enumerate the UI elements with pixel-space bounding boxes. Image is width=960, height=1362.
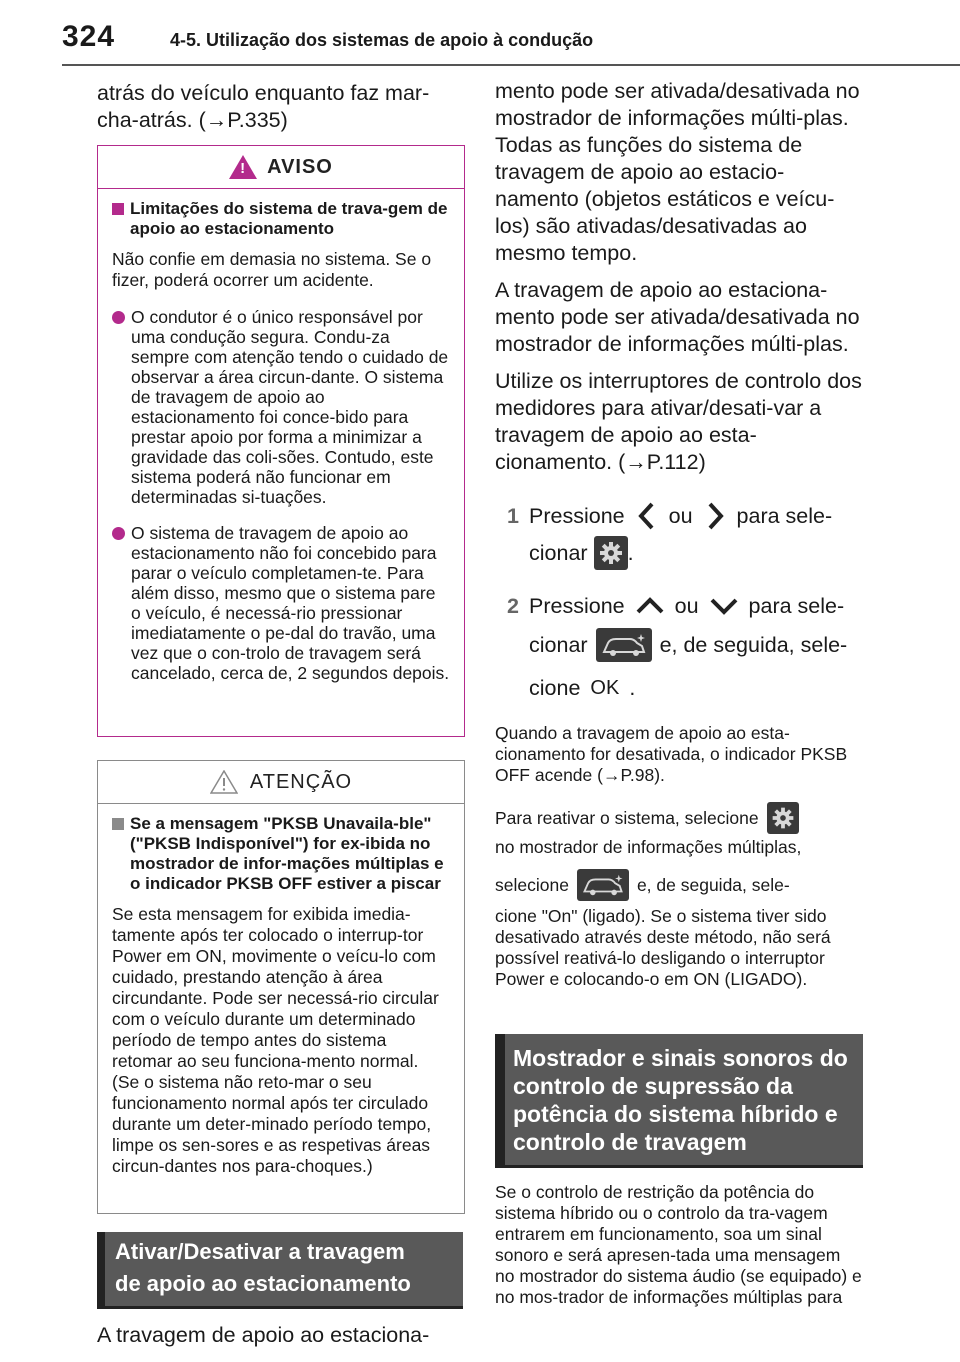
chevron-left-icon xyxy=(633,498,661,534)
left-intro-block xyxy=(97,80,467,134)
step-1-cont: cionar . xyxy=(529,536,634,570)
warning-bullet-1: O condutor é o único responsável por uma condução segura. Condu-za sempre com atenção tendo o cuidado de observar a área circun-dante. O sistema de travagem de apoio ao estacionamento foi conce-bido para prestar apoio por forma a minimizar a gravidade das coli-sões. Contudo, este sistema poderá não funcionar em determinadas si-tuações. xyxy=(112,307,450,507)
caution-box xyxy=(97,760,465,1214)
right-column xyxy=(495,78,863,476)
warning-text: Não confie em demasia no sistema. Se o fizer, poderá ocorrer um acidente. xyxy=(112,249,432,290)
section-underline xyxy=(97,1306,463,1309)
outro-text: A travagem de apoio ao estaciona- xyxy=(97,1323,430,1347)
section-bar xyxy=(97,1232,105,1308)
caution-heading: Se a mensagem "PKSB Unavaila-ble" ("PKSB Indisponível") for ex-ibida no mostrador de infor-mações múltiplas e o indicador PKSB OFF estiver a piscar xyxy=(112,814,450,894)
chevron-up-icon xyxy=(633,588,667,624)
section-heading-display: Mostrador e sinais sonoros do controlo de supressão da potência do sistema híbrido e controlo de travagem xyxy=(505,1034,863,1166)
step-1: 1 Pressione ou para sele- xyxy=(507,498,832,534)
gear-icon xyxy=(767,802,799,834)
square-bullet-icon xyxy=(112,818,124,830)
chevron-right-icon xyxy=(701,498,729,534)
section-bar xyxy=(495,1034,505,1166)
note-1: Quando a travagem de apoio ao esta-cionamento for desativada, o indicador PKSB OFF acende (→P.98). xyxy=(495,723,848,785)
circle-bullet-icon xyxy=(112,311,125,324)
paragraph-3: Utilize os interruptores de controlo dos medidores para ativar/desati-var a travagem de apoio ao esta-cionamento. (→P.112) xyxy=(495,369,862,474)
step-2-cont: cionar e, de seguida, sele- xyxy=(529,628,847,662)
warning-header xyxy=(98,146,464,189)
section-heading-activate: Ativar/Desativar a travagem de apoio ao estacionamento xyxy=(105,1232,463,1308)
circle-bullet-icon xyxy=(112,527,125,540)
paragraph-4: Se o controlo de restrição da potência do sistema híbrido ou o controlo da tra-vagem entrarem em funcionamento, soa um sinal sonoro e será apresen-tada uma mensagem no mostrador do sistema áudio (se equipado) e no mos-trador de informações múltiplas para xyxy=(495,1182,862,1307)
gear-icon xyxy=(594,536,628,570)
step-2: 2 Pressione ou para sele- xyxy=(507,588,844,624)
caution-text: Se esta mensagem for exibida imedia-tamente após ter colocado o interrup-tor Power em ON, movimente o veícu-lo com cuidado, prestando atenção à área circundante. Pode ser necessá-rio circular com o veículo durante um determinado período de tempo antes do sistema retomar ao seu funciona-mento normal. (Se o sistema não reto-mar o seu funcionamento normal após ter circulado durante um deter-minado período tempo, limpe os sen-sores e as respetivas áreas circun-dantes nos para-choques.) xyxy=(112,904,439,1176)
car-pksb-icon xyxy=(596,628,652,662)
section-underline xyxy=(495,1165,863,1168)
section-title: 4-5. Utilização dos sistemas de apoio à condução xyxy=(170,30,594,50)
note-2: Para reativar o sistema, selecione no mostrador de informações múltiplas, selecione e, de seguida, sele- cione "On" (ligado). Se o sistema tiver sido desativado através deste método, não será possível reativá-lo desligando o interruptor Power e colocando-o em ON (LIGADO). xyxy=(495,801,865,990)
warning-icon: ! xyxy=(229,155,257,179)
car-pksb-icon xyxy=(577,869,629,901)
caution-label: ATENÇÃO xyxy=(249,770,353,793)
square-bullet-icon xyxy=(112,203,124,215)
chevron-down-icon xyxy=(707,588,741,624)
intro-text: atrás do veículo enquanto faz mar-cha-atrás. (→P.335) xyxy=(97,81,430,132)
caution-icon xyxy=(210,770,238,794)
paragraph-2: A travagem de apoio ao estaciona-mento pode ser ativada/desativada no mostrador de informações múlti-plas. xyxy=(495,278,860,356)
page-number: 324 xyxy=(62,20,116,53)
step-2-end: cione OK . xyxy=(529,676,636,700)
warning-heading: Limitações do sistema de trava-gem de apoio ao estacionamento xyxy=(112,199,450,239)
warning-bullet-2: O sistema de travagem de apoio ao estacionamento não foi concebido para parar o veículo completamen-te. Para além disso, mesmo que o sistema pare o veículo, é necessá-rio pressionar imediatamente o pe-dal do travão, uma vez que o con-trolo de travagem será cancelado, cerca de, 2 segundos depois. xyxy=(112,523,450,683)
warning-box xyxy=(97,145,465,737)
warning-label: AVISO xyxy=(267,155,333,178)
paragraph-1: mento pode ser ativada/desativada no mostrador de informações múlti-plas. Todas as funções do sistema de travagem de apoio ao estacio-namento (objetos estáticos e veícu-los) são ativadas/desativadas ao mesmo tempo. xyxy=(495,79,860,265)
header-rule xyxy=(62,64,960,66)
caution-header xyxy=(98,761,464,804)
ok-label: OK xyxy=(590,677,620,699)
